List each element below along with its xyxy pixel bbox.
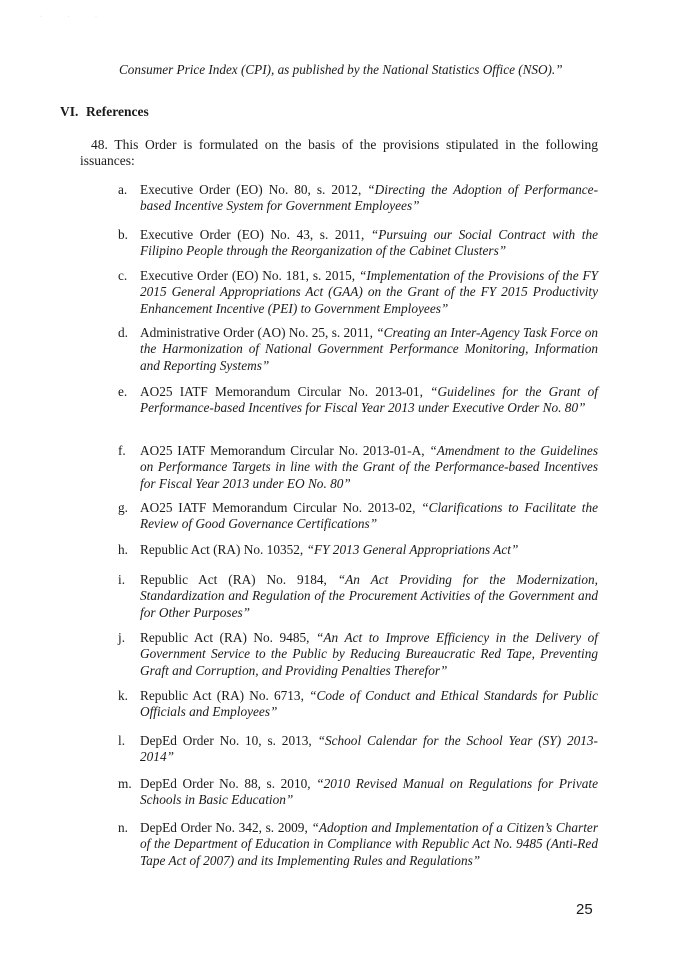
section-number: VI. xyxy=(60,104,79,119)
reference-title: “Clarifications to Facilitate the Review of Good Governance Certifications” xyxy=(140,500,599,532)
reference-citation: DepEd Order No. 10, s. 2013, xyxy=(140,733,318,748)
reference-letter: m. xyxy=(118,776,132,791)
reference-citation: Executive Order (EO) No. 80, s. 2012, xyxy=(140,182,368,197)
reference-title: “An Act Providing for the Modernization, Standardization and Regulation of the Procurement Activities of the Government and for Other Purposes” xyxy=(140,572,598,620)
continuation-text: Consumer Price Index (CPI), as published by the National Statistics Office (NSO).” xyxy=(119,62,563,77)
reference-title: “Pursuing our Social Contract with the Filipino People through the Reorganization of the Cabinet Clusters” xyxy=(140,227,598,259)
reference-letter: g. xyxy=(118,500,128,515)
reference-citation: Executive Order (EO) No. 181, s. 2015, xyxy=(140,268,359,283)
reference-title: “An Act to Improve Efficiency in the Delivery of Government Service to the Public by Reducing Bureaucratic Red Tape, Preventing Graft and Corruption, and Providing Penalties Therefor” xyxy=(140,630,598,678)
reference-letter: h. xyxy=(118,542,128,557)
reference-title: “Implementation of the Provisions of the FY 2015 General Appropriations Act (GAA) on the Grant of the FY 2015 Productivity Enhancement Incentive (PEI) to Government Employees” xyxy=(140,268,598,316)
reference-item xyxy=(118,630,598,679)
reference-item xyxy=(118,268,598,317)
reference-citation: AO25 IATF Memorandum Circular No. 2013-01, xyxy=(140,384,431,399)
reference-letter: e. xyxy=(118,384,128,399)
page-number: 25 xyxy=(576,901,593,918)
section-title: References xyxy=(86,104,149,119)
reference-letter: c. xyxy=(118,268,128,283)
reference-letter: d. xyxy=(118,325,128,340)
reference-item xyxy=(118,542,598,558)
reference-item xyxy=(118,500,598,533)
reference-citation: AO25 IATF Memorandum Circular No. 2013-02, xyxy=(140,500,422,515)
reference-citation: DepEd Order No. 88, s. 2010, xyxy=(140,776,317,791)
reference-title: “FY 2013 General Appropriations Act” xyxy=(306,542,519,557)
reference-citation: Administrative Order (AO) No. 25, s. 2011, xyxy=(140,325,377,340)
reference-title: “Adoption and Implementation of a Citizen’s Charter of the Department of Education in Compliance with Republic Act No. 9485 (Anti-Red Tape Act of 2007) and its Implementing Rules and Regulations” xyxy=(140,820,598,868)
reference-item xyxy=(118,572,598,621)
scan-specks: · · · xyxy=(40,14,109,20)
reference-letter: n. xyxy=(118,820,128,835)
reference-citation: Executive Order (EO) No. 43, s. 2011, xyxy=(140,227,371,242)
reference-item xyxy=(118,443,598,492)
reference-letter: f. xyxy=(118,443,126,458)
reference-citation: Republic Act (RA) No. 6713, xyxy=(140,688,310,703)
reference-letter: b. xyxy=(118,227,128,242)
reference-citation: DepEd Order No. 342, s. 2009, xyxy=(140,820,312,835)
reference-item xyxy=(118,182,598,215)
reference-item xyxy=(118,776,598,809)
reference-citation: Republic Act (RA) No. 9485, xyxy=(140,630,316,645)
reference-letter: j. xyxy=(118,630,126,645)
reference-letter: k. xyxy=(118,688,128,703)
reference-item xyxy=(118,733,598,766)
reference-title: “Amendment to the Guidelines on Performance Targets in line with the Grant of the Performance-based Incentives for Fiscal Year 2013 under EO No. 80” xyxy=(140,443,598,491)
reference-title: “2010 Revised Manual on Regulations for Private Schools in Basic Education” xyxy=(140,776,598,808)
reference-citation: Republic Act (RA) No. 9184, xyxy=(140,572,338,587)
reference-title: “School Calendar for the School Year (SY) 2013-2014” xyxy=(140,733,598,765)
reference-citation: Republic Act (RA) No. 10352, xyxy=(140,542,307,557)
intro-paragraph: 48. This Order is formulated on the basis of the provisions stipulated in the following issuances: xyxy=(80,137,598,168)
section-heading xyxy=(60,104,149,120)
reference-item xyxy=(118,227,598,260)
reference-title: “Guidelines for the Grant of Performance-based Incentives for Fiscal Year 2013 under Executive Order No. 80” xyxy=(140,384,598,416)
reference-letter: l. xyxy=(118,733,126,748)
reference-letter: a. xyxy=(118,182,128,197)
reference-item xyxy=(118,688,598,721)
reference-item xyxy=(118,820,598,869)
reference-title: “Creating an Inter-Agency Task Force on the Harmonization of National Government Performance Monitoring, Information and Reporting Systems” xyxy=(140,325,598,373)
reference-item xyxy=(118,384,598,417)
reference-item xyxy=(118,325,598,374)
reference-letter: i. xyxy=(118,572,126,587)
reference-citation: AO25 IATF Memorandum Circular No. 2013-01-A, xyxy=(140,443,430,458)
reference-title: “Code of Conduct and Ethical Standards for Public Officials and Employees” xyxy=(140,688,599,720)
reference-title: “Directing the Adoption of Performance-based Incentive System for Government Employees” xyxy=(140,182,598,214)
